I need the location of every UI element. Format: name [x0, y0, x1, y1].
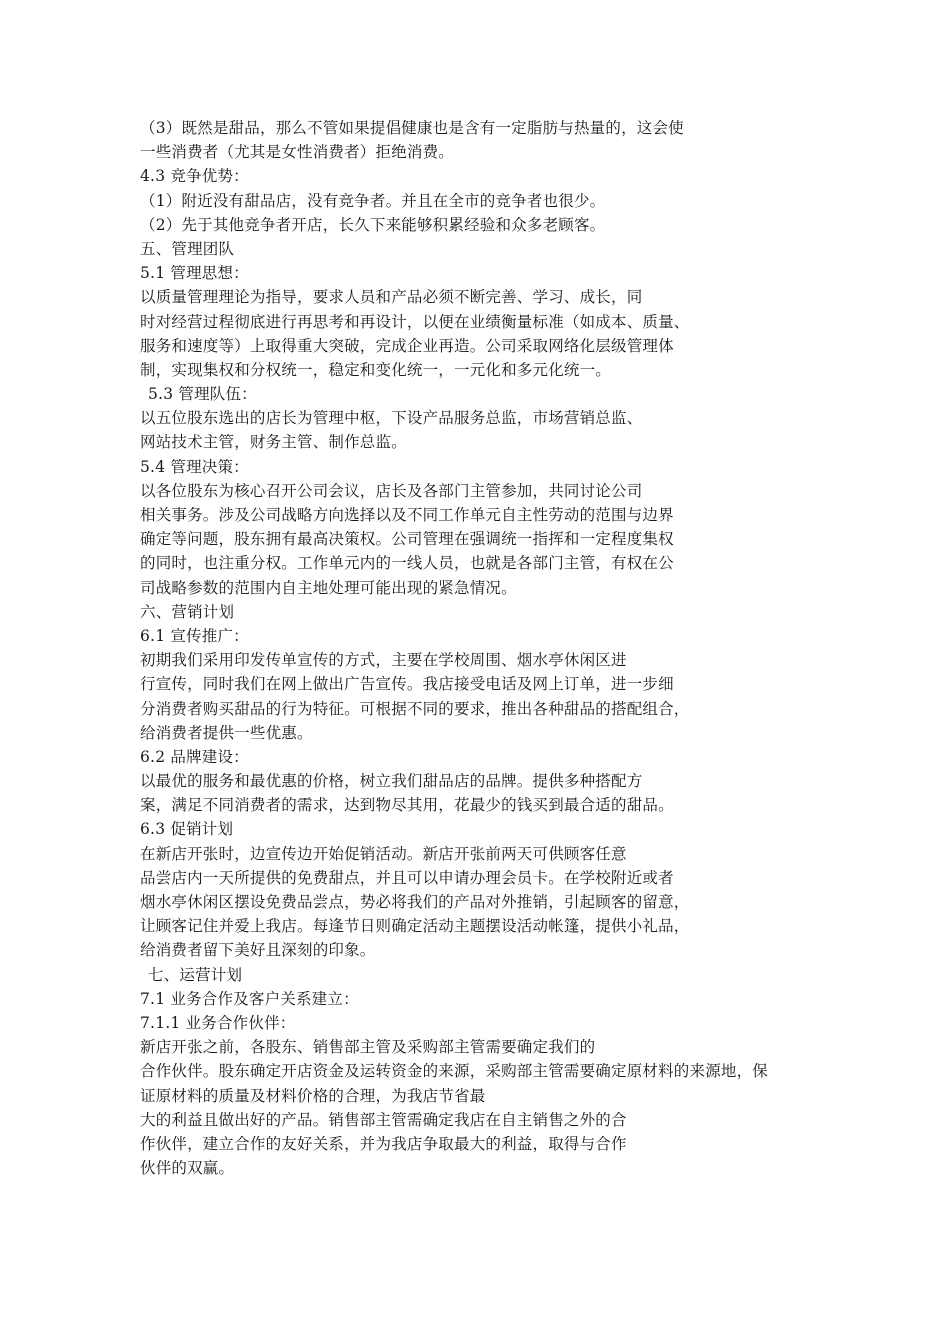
text-line: （1）附近没有甜品店，没有竞争者。并且在全市的竞争者也很少。 [140, 191, 606, 210]
section-heading: 6.2 品牌建设： [140, 747, 249, 766]
text-line: 案，满足不同消费者的需求，达到物尽其用，花最少的钱买到最合适的甜品。 [140, 796, 674, 815]
chapter-heading: 六、营销计划 [140, 602, 235, 621]
text-line: 伙伴的双赢。 [140, 1159, 235, 1178]
text-line: 让顾客记住并爱上我店。每逢节日则确定活动主题摆设活动帐篷，提供小礼品， [140, 917, 690, 936]
text-line: 以质量管理理论为指导，要求人员和产品必须不断完善、学习、成长，同 [140, 288, 643, 307]
text-line: 烟水亭休闲区摆设免费品尝点，势必将我们的产品对外推销，引起顾客的留意， [140, 893, 690, 911]
text-line: 网站技术主管，财务主管、制作总监。 [140, 433, 407, 452]
text-line: 初期我们采用印发传单宣传的方式，主要在学校周围、烟水亭休闲区进 [140, 651, 627, 670]
text-line: 以五位股东选出的店长为管理中枢，下设产品服务总监，市场营销总监、 [140, 409, 643, 428]
section-heading: 4.3 竞争优势： [140, 167, 249, 186]
text-line: 作伙伴，建立合作的友好关系，并为我店争取最大的利益，取得与合作 [140, 1134, 627, 1153]
text-line: 证原材料的质量及材料价格的合理，为我店节省最 [140, 1086, 486, 1105]
document-body [140, 116, 930, 1180]
text-line: 分消费者购买甜品的行为特征。可根据不同的要求，推出各种甜品的搭配组合， [140, 699, 690, 718]
text-line: 的同时，也注重分权。工作单元内的一线人员，也就是各部门主管，有权在公 [140, 554, 674, 573]
text-line: 制，实现集权和分权统一，稳定和变化统一，一元化和多元化统一。 [140, 360, 612, 379]
section-heading: 6.3 促销计划 [140, 820, 234, 839]
section-heading: 6.1 宣传推广： [140, 626, 249, 645]
subsection-heading: 7.1.1 业务合作伙伴： [140, 1013, 296, 1032]
text-line: 一些消费者（尤其是女性消费者）拒绝消费。 [140, 143, 455, 162]
text-line: 以最优的服务和最优惠的价格，树立我们甜品店的品牌。提供多种搭配方 [140, 772, 643, 791]
section-heading: 7.1 业务合作及客户关系建立： [140, 989, 359, 1008]
text-line: 行宣传，同时我们在网上做出广告宣传。我店接受电话及网上订单，进一步细 [140, 675, 674, 694]
text-line: （2）先于其他竞争者开店，长久下来能够积累经验和众多老顾客。 [140, 215, 606, 234]
text-line: 给消费者留下美好且深刻的印象。 [140, 941, 376, 960]
text-line: 在新店开张时，边宣传边开始促销活动。新店开张前两天可供顾客任意 [140, 844, 627, 863]
text-line: 时对经营过程彻底进行再思考和再设计，以便在业绩衡量标准（如成本、质量、 [140, 312, 690, 331]
text-line: 品尝店内一天所提供的免费甜点，并且可以申请办理会员卡。在学校附近或者 [140, 868, 674, 887]
section-heading: 5.4 管理决策： [140, 457, 249, 476]
text-line: 相关事务。涉及公司战略方向选择以及不同工作单元自主性劳动的范围与边界 [140, 506, 674, 524]
section-heading: 5.1 管理思想： [140, 264, 249, 283]
chapter-heading: 七、运营计划 [148, 965, 243, 984]
text-line: 以各位股东为核心召开公司会议，店长及各部门主管参加，共同讨论公司 [140, 481, 643, 500]
chapter-heading: 五、管理团队 [140, 239, 235, 258]
text-line: 大的利益且做出好的产品。销售部主管需确定我店在自主销售之外的合 [140, 1110, 627, 1129]
section-heading: 5.3 管理队伍： [148, 385, 257, 404]
text-line: 合作伙伴。股东确定开店资金及运转资金的来源，采购部主管需要确定原材料的来源地，保 [140, 1062, 769, 1081]
text-line: 服务和速度等）上取得重大突破，完成企业再造。公司采取网络化层级管理体 [140, 336, 674, 355]
text-line: 司战略参数的范围内自主地处理可能出现的紧急情况。 [140, 578, 517, 597]
text-line: 新店开张之前，各股东、销售部主管及采购部主管需要确定我们的 [140, 1038, 596, 1057]
text-line: （3）既然是甜品，那么不管如果提倡健康也是含有一定脂肪与热量的，这会使 [140, 119, 684, 137]
text-line: 给消费者提供一些优惠。 [140, 723, 313, 742]
text-line: 确定等问题，股东拥有最高决策权。公司管理在强调统一指挥和一定程度集权 [140, 530, 674, 549]
